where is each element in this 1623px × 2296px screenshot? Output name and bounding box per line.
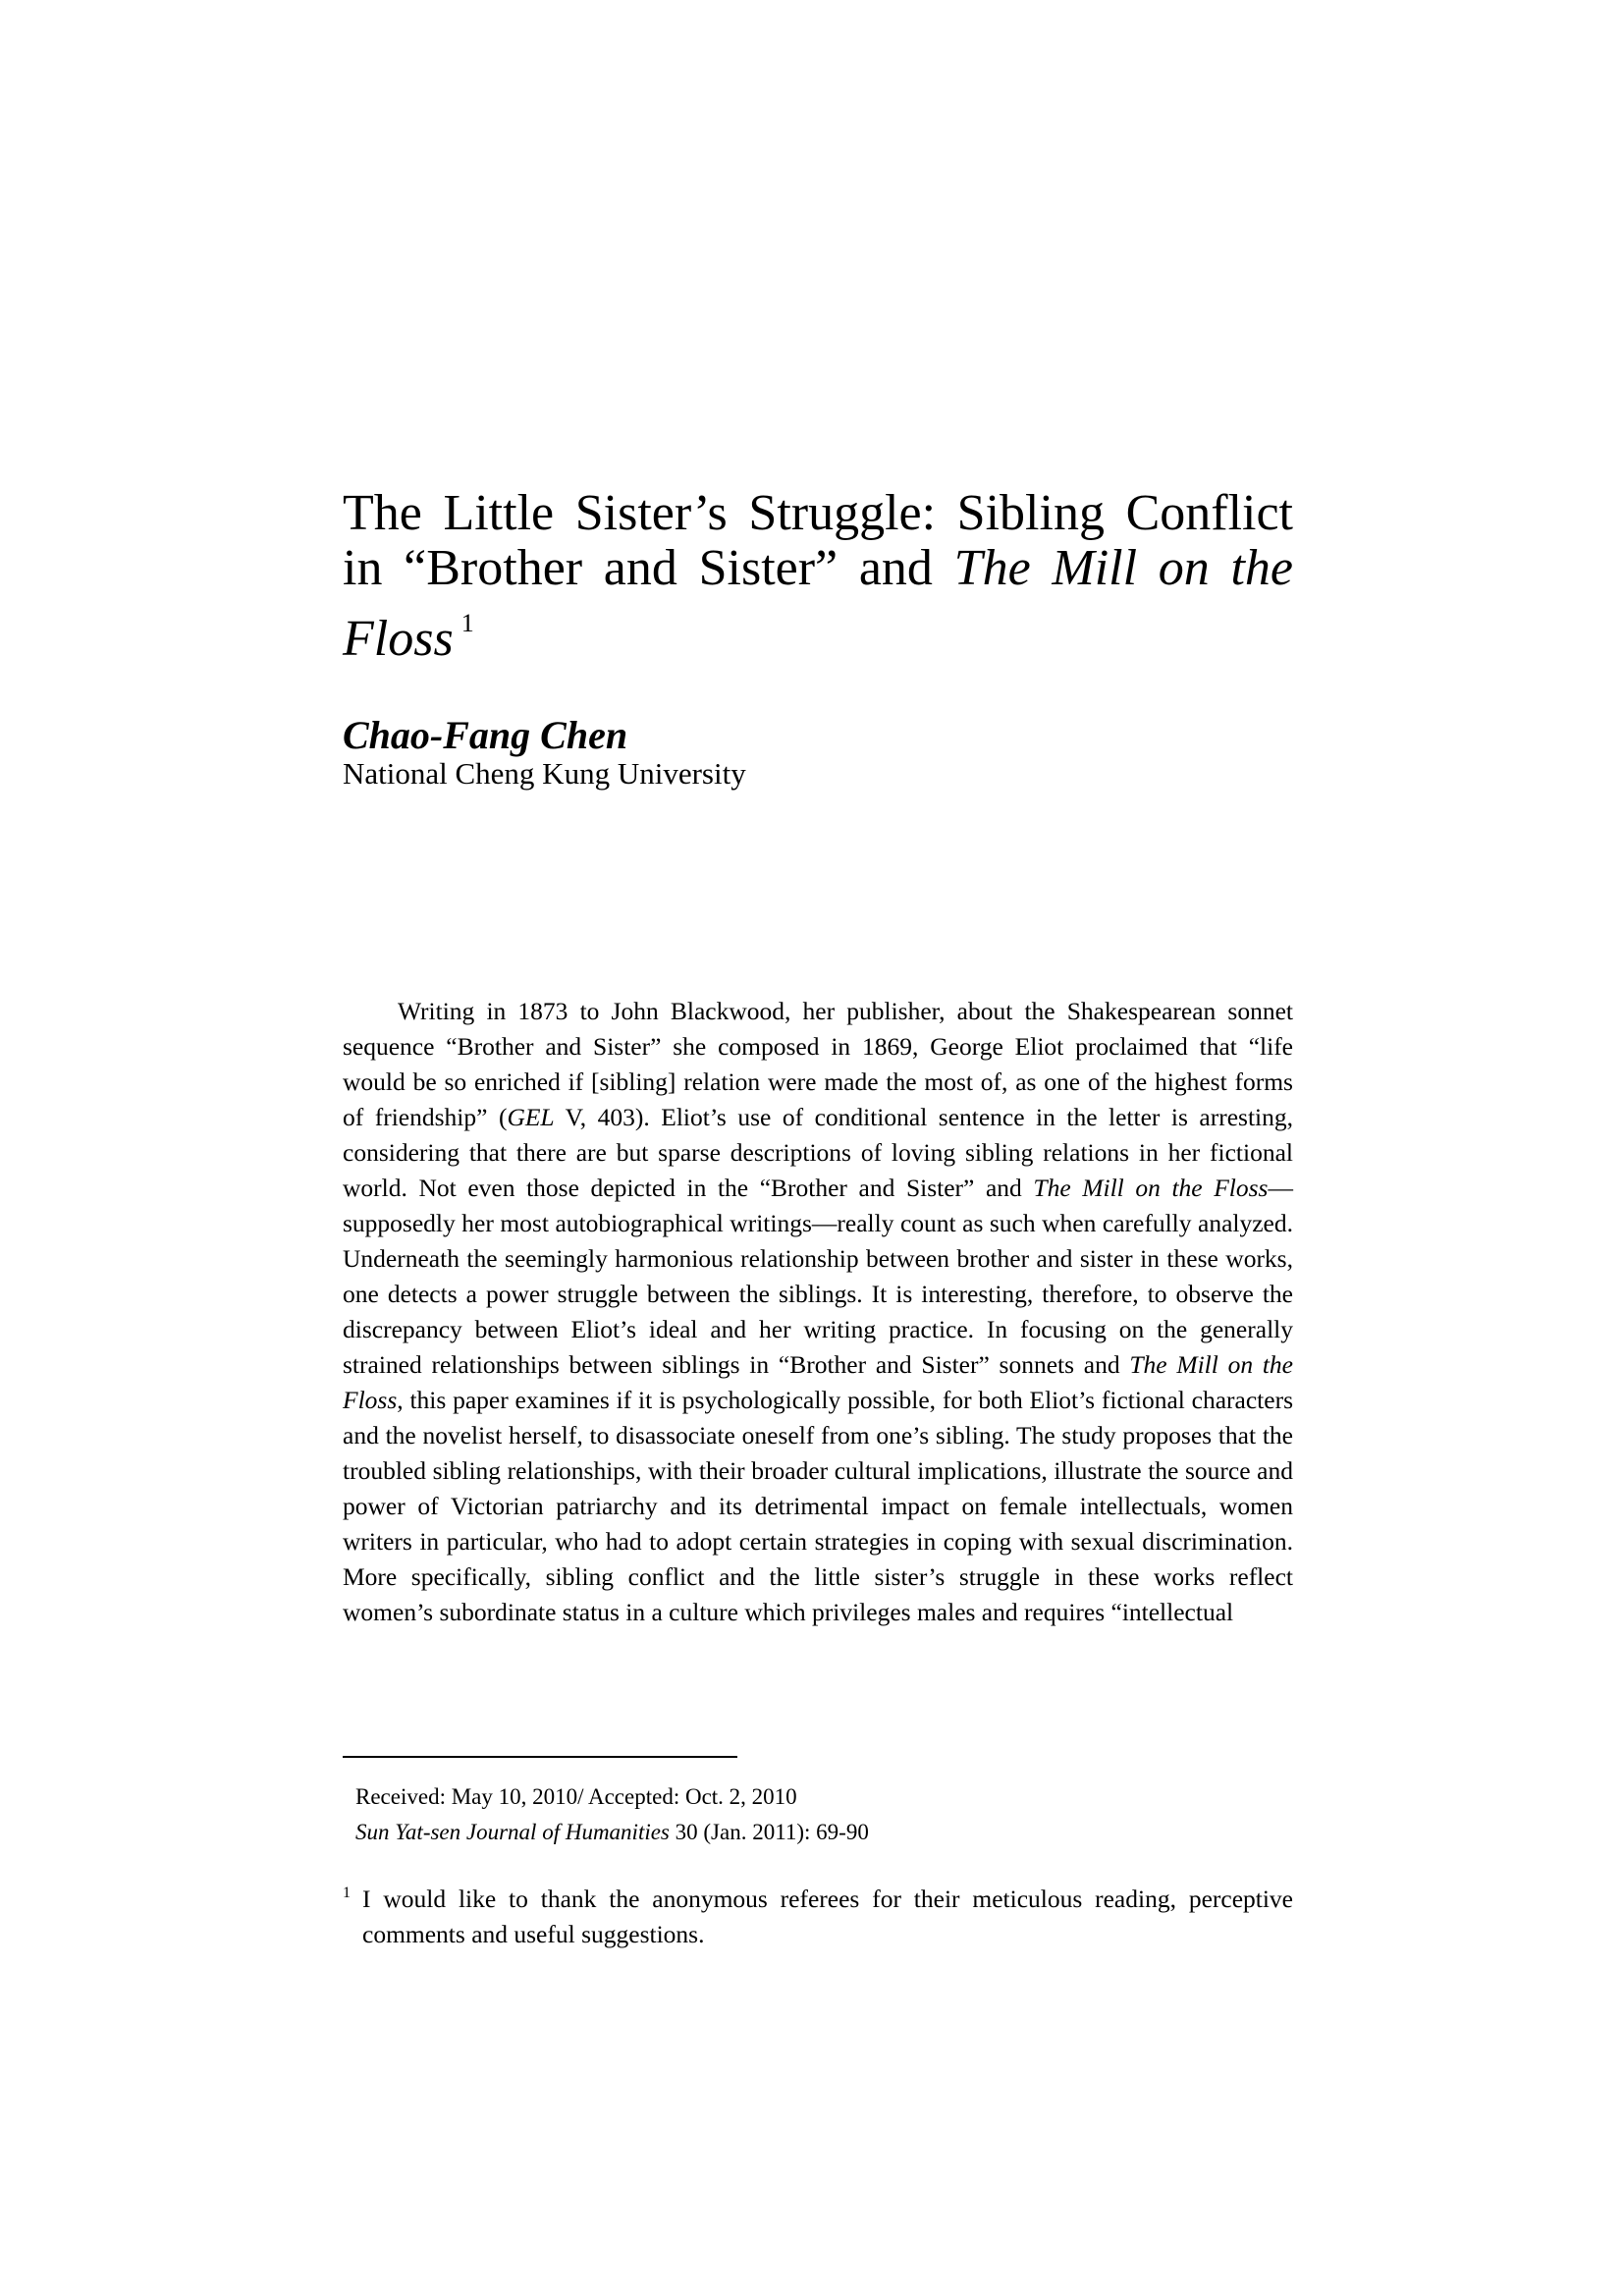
- footnote-number: 1: [343, 1885, 351, 1901]
- body-italic-mill-1: The Mill on the Floss: [1033, 1174, 1269, 1202]
- journal-name: Sun Yat-sen Journal of Humanities: [355, 1820, 670, 1844]
- title-italic-work: The Mill on the: [953, 540, 1293, 596]
- body-text-1: Writing in 1873 to John Blackwood, her publisher, about the Shakespearean sonnet sequence “Brother and Sister” she composed in 1869, George Eliot proclaimed that “life would be so enriched if [sibling] relation were made the most of, as one of the highest forms of friendship” (: [343, 997, 1293, 1131]
- footnote-divider: [343, 1756, 737, 1758]
- journal-citation: [355, 1815, 869, 1850]
- publication-meta: [355, 1779, 869, 1850]
- footnote-1: [343, 1882, 1293, 1952]
- title-line-3: [343, 596, 1293, 667]
- body-text-3: —supposedly her most autobiographical writings—really count as such when carefully analyzed. Underneath the seemingly harmonious relationship between brother and sister in these works, one detects a power struggle between the siblings. It is interesting, therefore, to observe the discrepancy between Eliot’s ideal and her writing practice. In focusing on the generally strained relationships between siblings in “Brother and Sister” sonnets and: [343, 1174, 1293, 1379]
- title-line-2-text: in “Brother and Sister” and: [343, 540, 954, 596]
- body-paragraph: [343, 994, 1293, 1630]
- body-italic-mill-2: The Mill on the Floss: [343, 1350, 1293, 1414]
- body-text-2: V, 403). Eliot’s use of conditional sentence in the letter is arresting, considering that there are but sparse descriptions of loving sibling relations in her fictional world. Not even those depicted in the “Brother and Sister” and: [343, 1103, 1293, 1202]
- title-line-2: [343, 541, 1293, 596]
- body-italic-gel: GEL: [507, 1103, 555, 1131]
- title-italic-floss: Floss: [343, 611, 454, 667]
- article-title: [343, 486, 1293, 667]
- author-name: Chao-Fang Chen: [343, 713, 628, 757]
- journal-issue: 30 (Jan. 2011): 69-90: [669, 1820, 869, 1844]
- title-line-1: The Little Sister’s Struggle: Sibling Conflict: [343, 485, 1293, 541]
- author-affiliation: National Cheng Kung University: [343, 756, 746, 791]
- footnote-text: I would like to thank the anonymous referees for their meticulous reading, perceptive comments and useful suggestions.: [362, 1885, 1293, 1948]
- body-text-4: , this paper examines if it is psychologically possible, for both Eliot’s fictional characters and the novelist herself, to disassociate oneself from one’s sibling. The study proposes that the troubled sibling relationships, with their broader cultural implications, illustrate the source and power of Victorian patriarchy and its detrimental impact on female intellectuals, women writers in particular, who had to adopt certain strategies in coping with sexual discrimination. More specifically, sibling conflict and the little sister’s struggle in these works reflect women’s subordinate status in a culture which privileges males and requires “intellectual: [343, 1386, 1293, 1626]
- received-accepted-dates: Received: May 10, 2010/ Accepted: Oct. 2, 2010: [355, 1784, 797, 1809]
- title-footnote-mark[interactable]: 1: [460, 609, 474, 637]
